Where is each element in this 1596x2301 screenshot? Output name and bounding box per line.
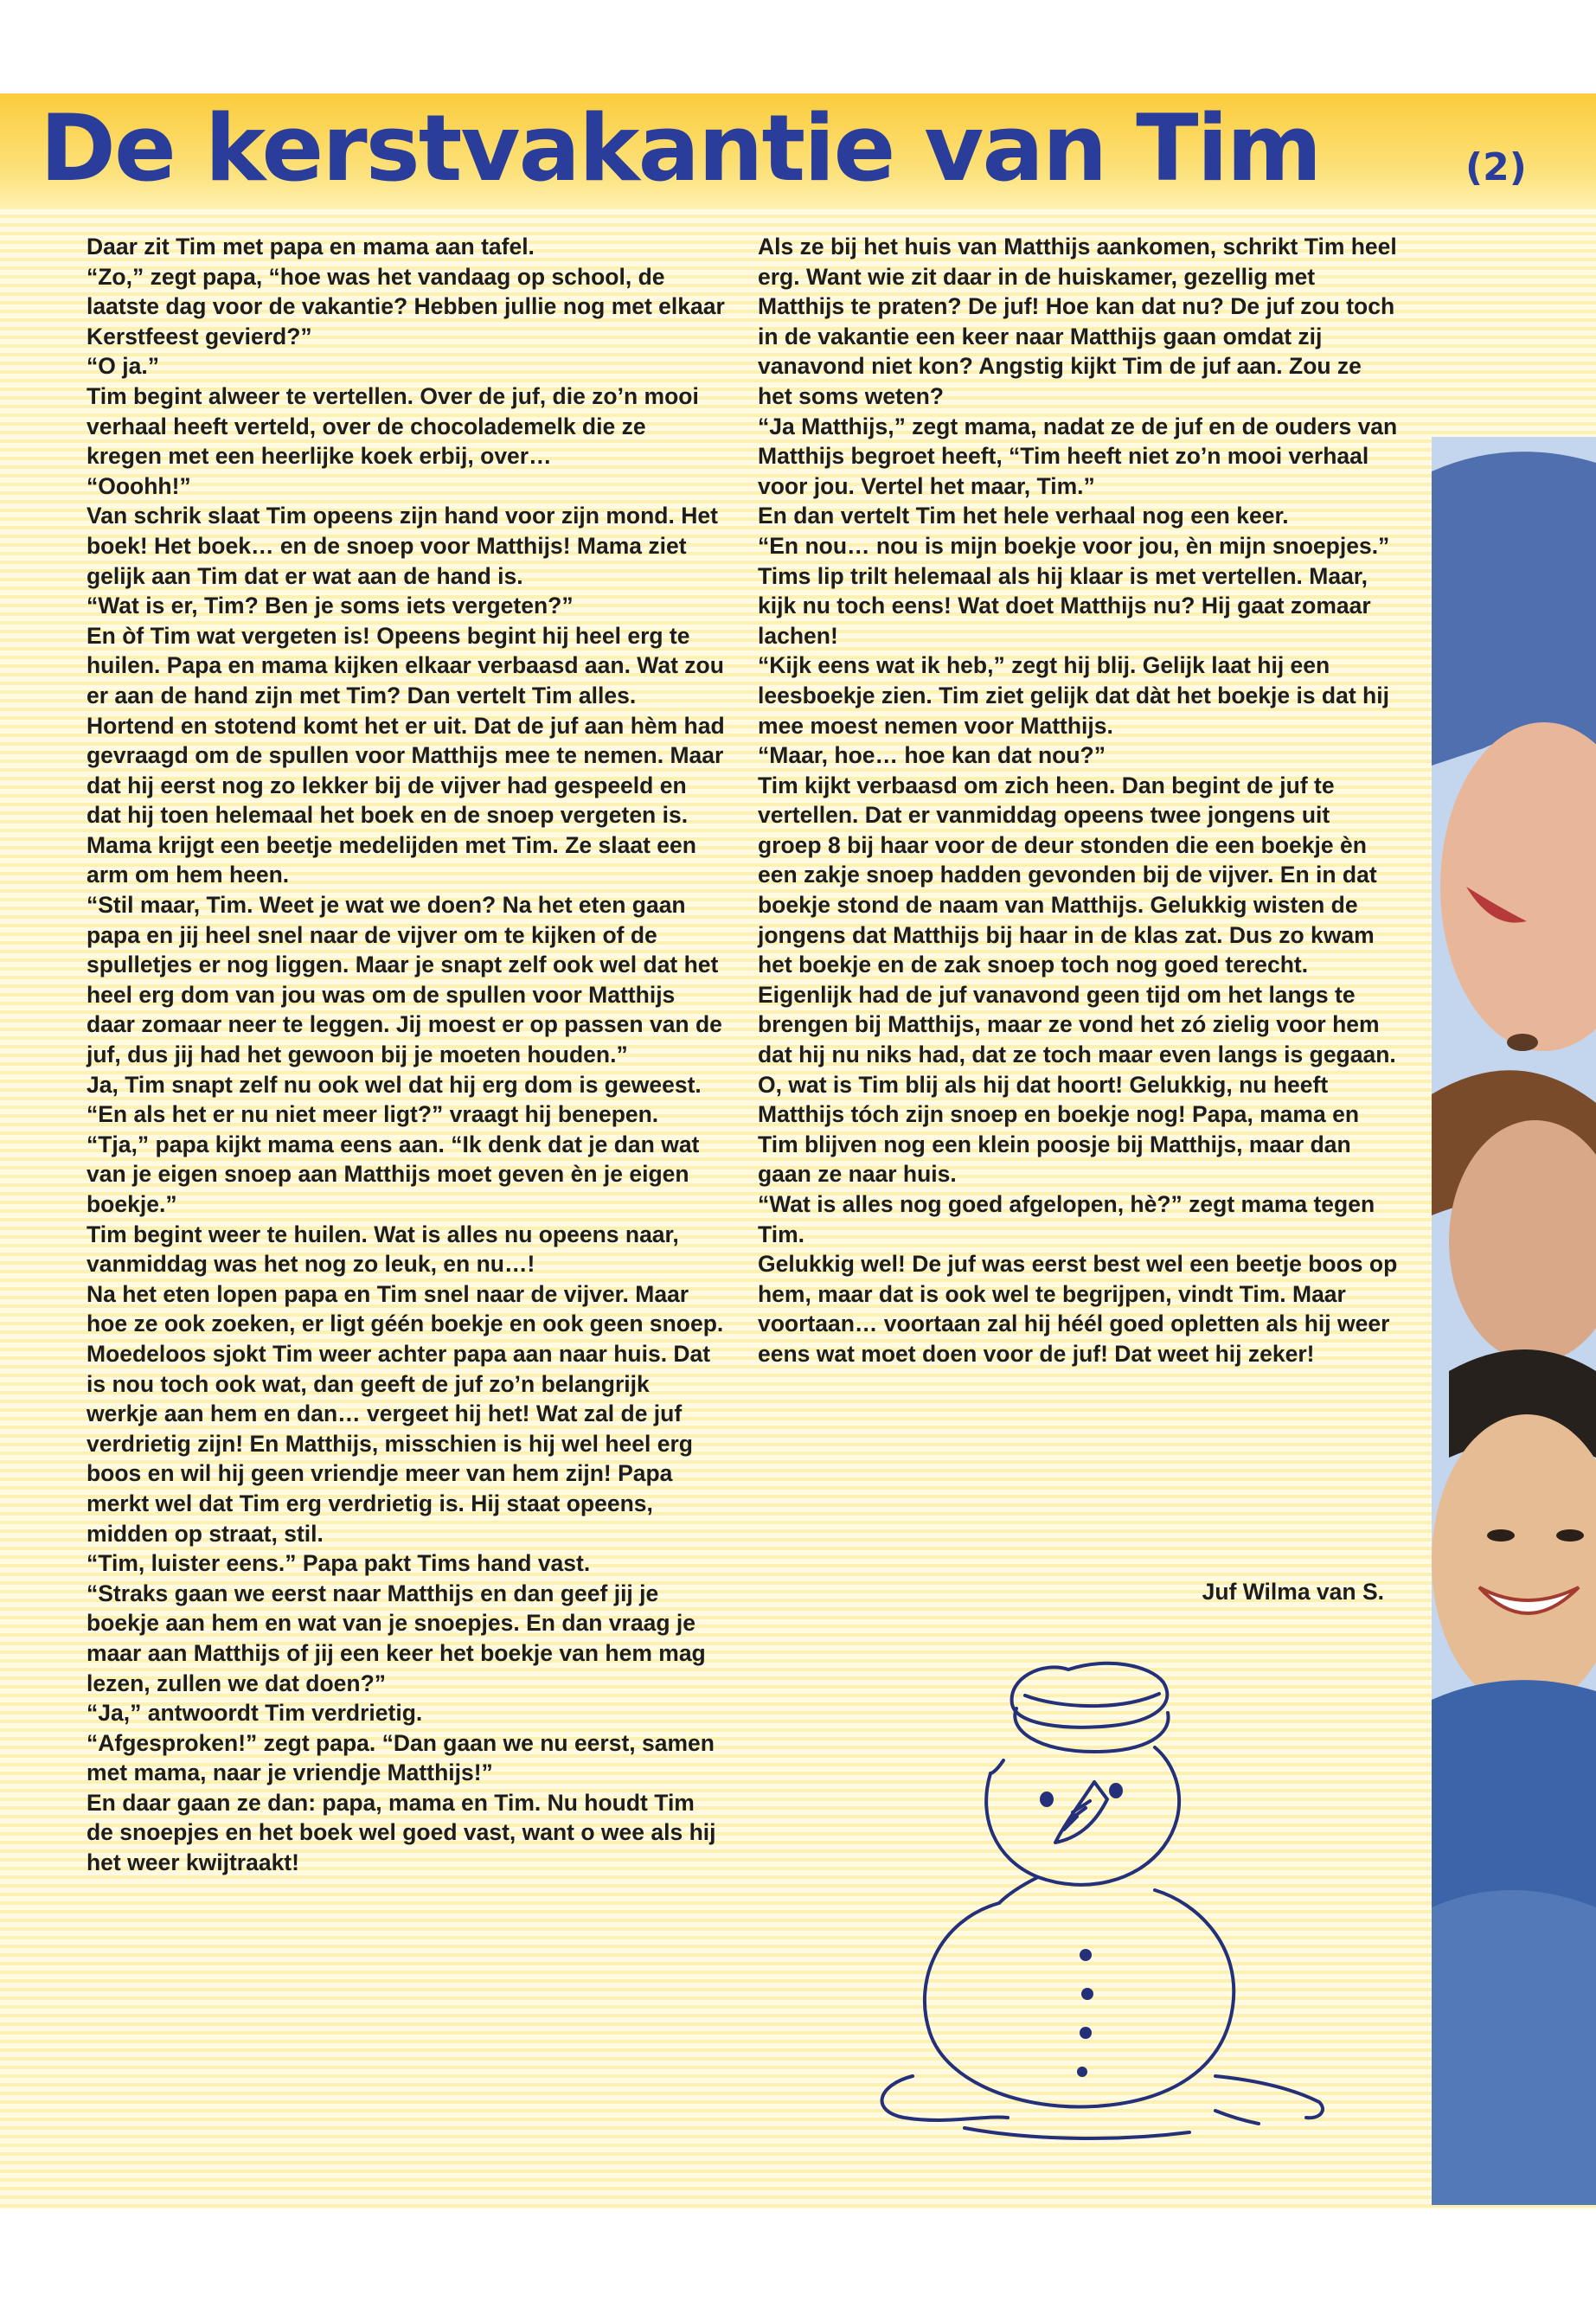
author-signature: Juf Wilma van S. — [1202, 1579, 1384, 1605]
snowman-drawing — [809, 1644, 1371, 2145]
story-text-left-column: Daar zit Tim met papa en mama aan tafel. “Zo,” zegt papa, “hoe was het vandaag op school, de laatste dag voor de vakantie? Hebben jullie nog met elkaar Kerstfeest gevierd?” “O ja.” Tim begint alweer te vertellen. Over de juf, die zo’n mooi verhaal heeft verteld, over de chocolademelk die ze kregen met een heerlijke koek erbij, over… “Ooohh!” Van schrik slaat Tim opeens zijn hand voor zijn mond. Het boek! Het boek… en de snoep voor Matthijs! Mama ziet gelijk aan Tim dat er wat aan de hand is. “Wat is er, Tim? Ben je soms iets vergeten?” En òf Tim wat vergeten is! Opeens begint hij heel erg te huilen. Papa en mama kijken elkaar verbaasd aan. Wat zou er aan de hand zijn met Tim? Dan vertelt Tim alles. Hortend en stotend komt het er uit. Dat de juf aan hèm had gevraagd om de spullen voor Matthijs mee te nemen. Maar dat hij eerst nog zo lekker bij de vijver had gespeeld en dat hij toen helemaal het boek en de snoep vergeten is. Mama krijgt een beetje medelijden met Tim. Ze slaat een arm om hem heen. “Stil maar, Tim. Weet je wat we doen? Na het eten gaan papa en jij heel snel naar de vijver om te kijken of de spulletjes er nog liggen. Maar je snapt zelf ook wel dat het heel erg dom van jou was om de spullen voor Matthijs daar zomaar neer te leggen. Jij moest er op passen van de juf, dus jij had het gewoon bij je moeten houden.” Ja, Tim snapt zelf nu ook wel dat hij erg dom is geweest. “En als het er nu niet meer ligt?” vraagt hij benepen. “Tja,” papa kijkt mama eens aan. “Ik denk dat je dan wat van je eigen snoep aan Matthijs moet geven èn je eigen boekje.” Tim begint weer te huilen. Wat is alles nu opeens naar, vanmiddag was het nog zo leuk, en nu…! Na het eten lopen papa en Tim snel naar de vijver. Maar hoe ze ook zoeken, er ligt géén boekje en ook geen snoep. Moedeloos sjokt Tim weer achter papa aan naar huis. Dat is nou toch ook wat, dan geeft de juf zo’n belangrijk werkje aan hem en dan… vergeet hij het! Wat zal de juf verdrietig zijn! En Matthijs, misschien is hij wel heel erg boos en wil hij geen vriendje meer van hem zijn! Papa merkt wel dat Tim erg verdrietig is. Hij staat opeens, midden op straat, stil. “Tim, luister eens.” Papa pakt Tims hand vast. “Straks gaan we eerst naar Matthijs en dan geef jij je boekje aan hem en wat van je snoepjes. En dan vraag je maar aan Matthijs of jij een keer het boekje van hem mag lezen, zullen we dat doen?” “Ja,” antwoordt Tim verdrietig. “Afgesproken!” zegt papa. “Dan gaan we nu eerst, samen met mama, naar je vriendje Matthijs!” En daar gaan ze dan: papa, mama en Tim. Nu houdt Tim de snoepjes en het boek wel goed vast, want o wee als hij het weer kwijtraakt! — [87, 234, 725, 1876]
part-number: (2) — [1465, 145, 1527, 189]
children-photo — [1432, 437, 1596, 2205]
story-text-right-column: Als ze bij het huis van Matthijs aankomen, schrikt Tim heel erg. Want wie zit daar in de huiskamer, gezellig met Matthijs te praten? De juf! Hoe kan dat nu? De juf zou toch in de vakantie een keer naar Matthijs gaan omdat zij vanavond niet kon? Angstig kijkt Tim de juf aan. Zou ze het soms weten? “Ja Matthijs,” zegt mama, nadat ze de juf en de ouders van Matthijs begroet heeft, “Tim heeft niet zo’n mooi verhaal voor jou. Vertel het maar, Tim.” En dan vertelt Tim het hele verhaal nog een keer. “En nou… nou is mijn boekje voor jou, èn mijn snoepjes.” Tims lip trilt helemaal als hij klaar is met vertellen. Maar, kijk nu toch eens! Wat doet Matthijs nu? Hij gaat zomaar lachen! “Kijk eens wat ik heb,” zegt hij blij. Gelijk laat hij een leesboekje zien. Tim ziet gelijk dat dàt het boekje is dat hij mee moest nemen voor Matthijs. “Maar, hoe… hoe kan dat nou?” Tim kijkt verbaasd om zich heen. Dan begint de juf te vertellen. Dat er vanmiddag opeens twee jongens uit groep 8 bij haar voor de deur stonden die een boekje èn een zakje snoep hadden gevonden bij de vijver. En in dat boekje stond de naam van Matthijs. Gelukkig wisten de jongens dat Matthijs bij haar in de klas zat. Dus zo kwam het boekje en de zak snoep toch nog goed terecht. Eigenlijk had de juf vanavond geen tijd om het langs te brengen bij Matthijs, maar ze vond het zó zielig voor hem dat hij nu niks had, dat ze toch maar even langs is gegaan. O, wat is Tim blij als hij dat hoort! Gelukkig, nu heeft Matthijs tóch zijn snoep en boekje nog! Papa, mama en Tim blijven nog een klein poosje bij Matthijs, maar dan gaan ze naar huis. “Wat is alles nog goed afgelopen, hè?” zegt mama tegen Tim. Gelukkig wel! De juf was eerst best wel een beetje boos op hem, maar dat is ook wel te begrijpen, vindt Tim. Maar voortaan… voortaan zal hij héél goed opletten als hij weer eens wat moet doen voor de juf! Dat weet hij zeker! — [758, 234, 1398, 1367]
page-title: De kerstvakantie van Tim — [40, 95, 1321, 202]
